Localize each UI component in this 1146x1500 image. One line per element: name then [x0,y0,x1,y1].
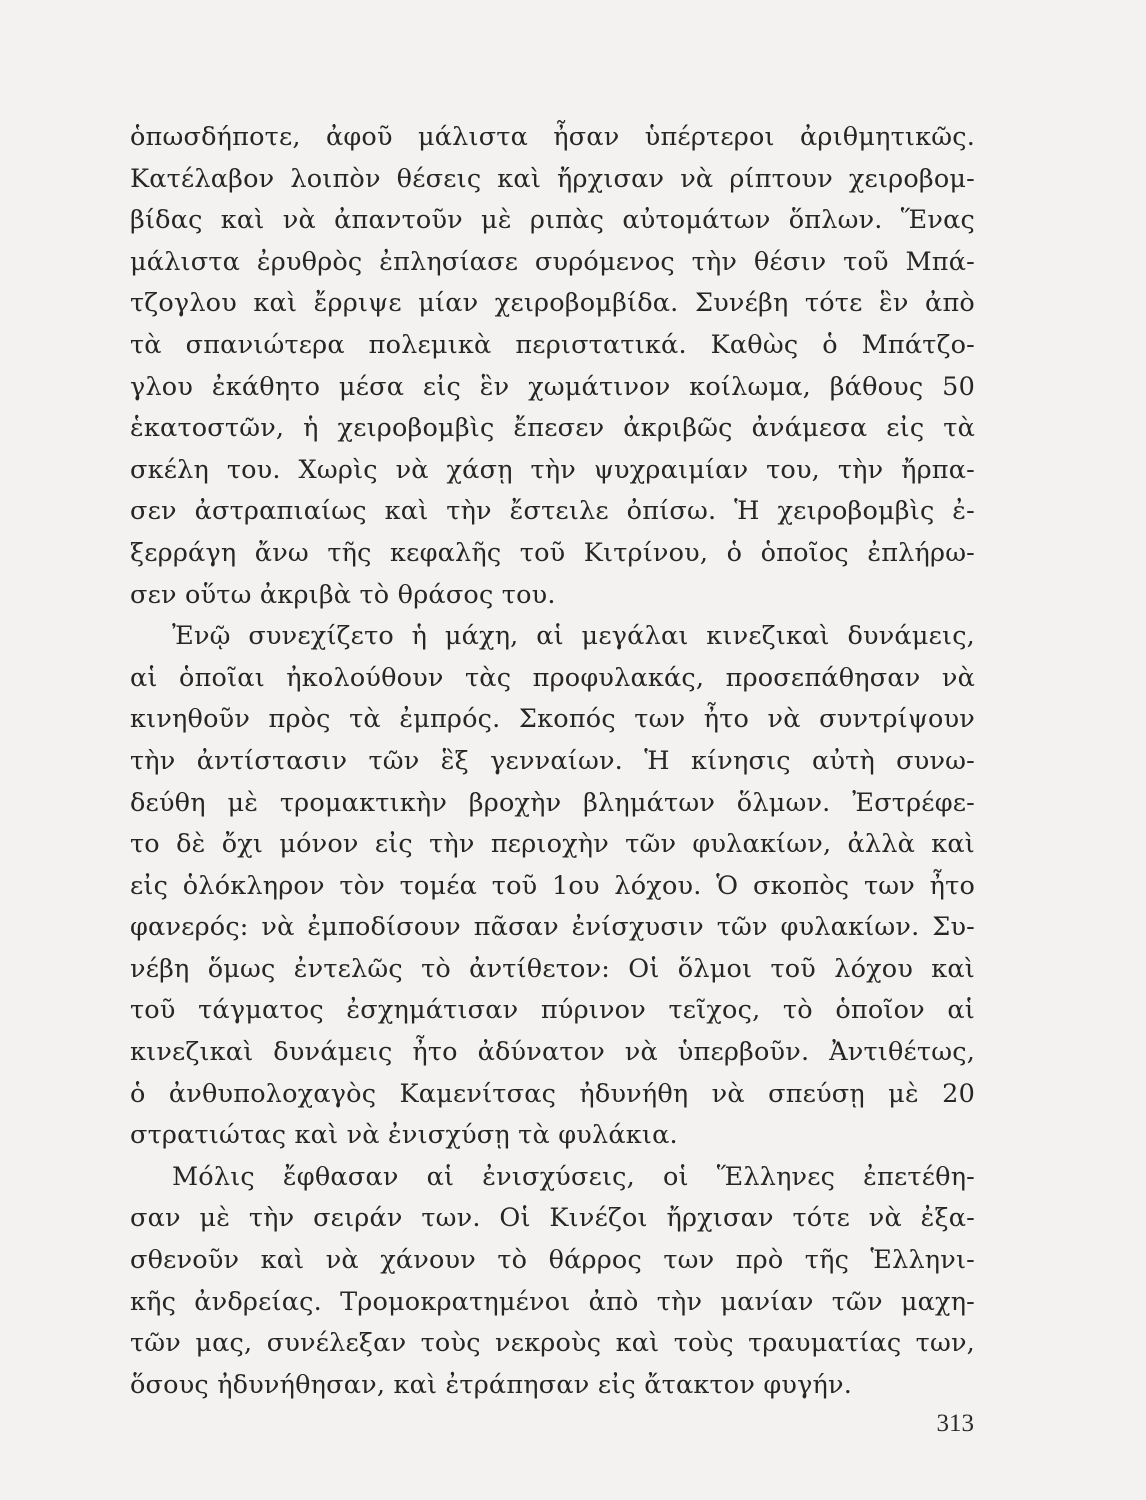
text-line: ὅσους ἠδυνήθησαν, καὶ ἐτράπησαν εἰς ἄτακτον φυγήν. [130,1369,853,1400]
text-line: σκέλη του. Χωρὶς νὰ χάσῃ τὴν ψυχραιμίαν του, τὴν ἤρπα- [130,454,975,485]
text-line: τζογλου καὶ ἔρριψε μίαν χειροβομβίδα. Συνέβη τότε ἓν ἀπὸ [130,288,975,319]
text-line: Μόλις ἔφθασαν αἱ ἐνισχύσεις, οἱ Ἕλληνες ἐπετέθη- [172,1161,975,1192]
text-line: σεν ἀστραπιαίως καὶ τὴν ἔστειλε ὀπίσω. Ἡ χειροβομβὶς ἐ- [130,496,975,527]
text-line: τοῦ τάγματος ἐσχημάτισαν πύρινον τεῖχος, τὸ ὁποῖον αἱ [130,995,975,1026]
text-line: Κατέλαβον λοιπὸν θέσεις καὶ ἤρχισαν νὰ ρίπτουν χειροβομ- [130,163,975,194]
text-line: δεύθη μὲ τρομακτικὴν βροχὴν βλημάτων ὅλμων. Ἐστρέφε- [130,787,975,818]
paragraph-2 [130,616,975,1157]
paragraph-1 [130,117,975,616]
text-line: γλου ἐκάθητο μέσα εἰς ἓν χωμάτινον κοίλωμα, βάθους 50 [130,371,975,402]
text-line: ξερράγη ἄνω τῆς κεφαλῆς τοῦ Κιτρίνου, ὁ ὁποῖος ἐπλήρω- [130,537,975,568]
text-line: νέβη ὅμως ἐντελῶς τὸ ἀντίθετον: Οἱ ὅλμοι τοῦ λόχου καὶ [130,953,975,984]
text-line: τῶν μας, συνέλεξαν τοὺς νεκροὺς καὶ τοὺς τραυματίας των, [130,1328,975,1359]
text-line: κινηθοῦν πρὸς τὰ ἐμπρός. Σκοπός των ἦτο νὰ συντρίψουν [130,704,975,735]
text-line: ὁ ἀνθυπολοχαγὸς Καμενίτσας ἠδυνήθη νὰ σπεύσῃ μὲ 20 [130,1078,975,1109]
text-line: ἑκατοστῶν, ἡ χειροβομβὶς ἔπεσεν ἀκριβῶς ἀνάμεσα εἰς τὰ [130,413,975,444]
text-line: ὁπωσδήποτε, ἀφοῦ μάλιστα ἦσαν ὑπέρτεροι ἀριθμητικῶς. [130,122,975,152]
text-line: μάλιστα ἐρυθρὸς ἐπλησίασε συρόμενος τὴν θέσιν τοῦ Μπά- [130,246,975,277]
text-line: σαν μὲ τὴν σειράν των. Οἱ Κινέζοι ἤρχισαν τότε νὰ ἐξα- [130,1203,975,1234]
text-line: εἰς ὁλόκληρον τὸν τομέα τοῦ 1ου λόχου. Ὁ σκοπὸς των ἦτο [130,870,975,901]
text-line: αἱ ὁποῖαι ἠκολούθουν τὰς προφυλακάς, προσεπάθησαν νὰ [130,662,975,693]
text-line: το δὲ ὄχι μόνον εἰς τὴν περιοχὴν τῶν φυλακίων, ἀλλὰ καὶ [130,829,975,860]
text-line: στρατιώτας καὶ νὰ ἐνισχύσῃ τὰ φυλάκια. [130,1120,678,1151]
paragraph-3 [130,1157,975,1407]
page-number: 313 [936,1410,974,1437]
text-line: βίδας καὶ νὰ ἀπαντοῦν μὲ ριπὰς αὐτομάτων ὅπλων. Ἕνας [130,205,975,236]
text-line: τὰ σπανιώτερα πολεμικὰ περιστατικά. Καθὼς ὁ Μπάτζο- [130,329,975,360]
text-line: κινεζικαὶ δυνάμεις ἦτο ἀδύνατον νὰ ὑπερβοῦν. Ἀντιθέτως, [130,1037,975,1068]
text-line: τὴν ἀντίστασιν τῶν ἓξ γενναίων. Ἡ κίνησις αὐτὴ συνω- [130,745,975,776]
body-text [130,117,975,1406]
text-line: φανερός: νὰ ἐμποδίσουν πᾶσαν ἐνίσχυσιν τῶν φυλακίων. Συ- [130,912,975,943]
text-line: σεν οὕτω ἀκριβὰ τὸ θράσος του. [130,579,556,610]
text-line: σθενοῦν καὶ νὰ χάνουν τὸ θάρρος των πρὸ τῆς Ἑλληνι- [130,1245,975,1276]
text-line: Ἐνῷ συνεχίζετο ἡ μάχη, αἱ μεγάλαι κινεζικαὶ δυνάμεις, [172,621,975,652]
text-line: κῆς ἀνδρείας. Τρομοκρατημένοι ἀπὸ τὴν μανίαν τῶν μαχη- [130,1286,975,1317]
